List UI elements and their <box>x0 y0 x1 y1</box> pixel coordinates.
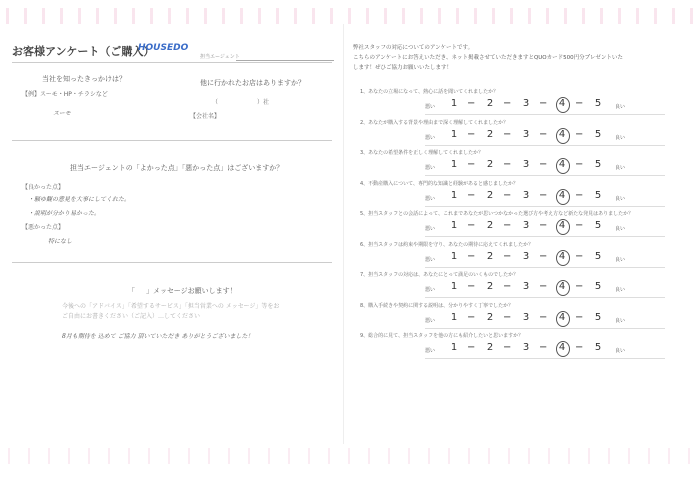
scale-option-3: 3 <box>522 128 530 140</box>
selected-rating-circle <box>556 280 570 296</box>
scale-option-2: 2 <box>486 189 494 201</box>
question-4-scale <box>425 190 665 204</box>
scale-separator: − <box>539 159 548 170</box>
selected-rating-circle <box>556 219 570 235</box>
scale-separator: − <box>467 250 476 262</box>
survey-title: お客様アンケート（ご購入） <box>12 45 155 58</box>
selected-rating-circle <box>556 128 570 144</box>
question-9-underline <box>425 358 665 359</box>
question-3-scale <box>425 159 665 173</box>
scale-bad-label: 悪い <box>425 134 436 141</box>
scale-separator: − <box>575 128 584 140</box>
scale-bad-label: 悪い <box>425 226 436 232</box>
message-hint-2: ご自由にお書きください（ご記入）…してください <box>62 313 201 320</box>
scale-bad-label: 悪い <box>425 165 436 171</box>
scale-option-3: 3 <box>522 342 530 353</box>
scale-bad-label: 悪い <box>425 104 436 110</box>
scale-bad-label: 悪い <box>425 287 436 293</box>
scale-option-4: 4 <box>558 220 566 231</box>
question-5-underline <box>425 236 665 237</box>
section-divider-1 <box>12 140 332 141</box>
question-2-underline <box>425 145 665 146</box>
message-hint-1: 今後への「アドバイス」「希望するサービス」「担当営業への メッセージ」等をお <box>62 303 280 310</box>
question-7-underline <box>425 297 665 298</box>
scale-separator: − <box>467 311 476 323</box>
page-divider <box>343 24 344 444</box>
scale-option-5: 5 <box>594 281 602 292</box>
intro-line-2: こちらのアンケートにお答えいただき、ネット掲載させていただきますとQUOカード500円分プレゼントいた <box>353 55 623 61</box>
scale-separator: − <box>503 311 512 323</box>
scale-separator: − <box>539 220 548 231</box>
scale-option-5: 5 <box>594 128 602 140</box>
scale-good-label: 良い <box>615 287 626 293</box>
company-logo: HOUSEDO <box>138 43 189 53</box>
selected-rating-circle <box>556 189 570 205</box>
selected-rating-circle <box>556 97 570 113</box>
selected-rating-circle <box>556 250 570 266</box>
scale-separator: − <box>467 220 476 231</box>
question-trigger: 当社を知ったきっかけは？ <box>42 75 126 83</box>
question-other-shops: 他に行かれたお店はありますか？ <box>200 79 305 87</box>
scale-option-2: 2 <box>486 250 494 262</box>
question-7-text: 7、担当スタッフの対応は、あなたにとって満足のいくものでしたか？ <box>360 272 519 278</box>
scale-option-1: 1 <box>450 342 458 353</box>
good-label: 【良かった点】 <box>22 184 65 191</box>
question-8-underline <box>425 328 665 329</box>
scale-good-label: 良い <box>615 104 626 110</box>
scale-separator: − <box>467 159 476 170</box>
scale-separator: − <box>575 159 584 170</box>
scale-separator: − <box>503 128 512 140</box>
scale-good-label: 良い <box>615 256 626 263</box>
scale-good-label: 良い <box>615 226 626 232</box>
scale-separator: − <box>539 98 548 109</box>
scale-option-4: 4 <box>558 281 566 292</box>
paren-open: （ <box>212 99 219 106</box>
good-answer-1: ・騒ゆ観の意見を大事にしてくれた。 <box>28 196 131 203</box>
scale-bad-label: 悪い <box>425 256 436 263</box>
scale-separator: − <box>575 189 584 201</box>
question-9-scale <box>425 342 665 356</box>
company-label: 【会社名】 <box>190 113 221 120</box>
scale-separator: − <box>503 98 512 109</box>
question-3-text: 3、あなたの希望条件を正しく理解してくれましたか？ <box>360 150 484 156</box>
message-title: 」メッセージお願いします！ <box>146 287 237 295</box>
top-decorative-band <box>0 8 700 24</box>
good-answer-2: ・説明が分かり易かった。 <box>28 210 101 217</box>
question-4-underline <box>425 206 665 207</box>
question-5-scale <box>425 220 665 234</box>
scale-separator: − <box>467 128 476 140</box>
scale-separator: − <box>575 220 584 231</box>
scale-separator: − <box>503 159 512 170</box>
scale-option-5: 5 <box>594 342 602 353</box>
bottom-decorative-band <box>0 448 700 464</box>
scale-option-3: 3 <box>522 281 530 292</box>
scale-option-3: 3 <box>522 189 530 201</box>
scale-option-5: 5 <box>594 159 602 170</box>
scale-option-1: 1 <box>450 250 458 262</box>
scale-option-1: 1 <box>450 159 458 170</box>
selected-rating-circle <box>556 311 570 327</box>
question-2-text: 2、あなたが購入する背景や理由まで深く理解してくれましたか？ <box>360 119 509 126</box>
question-4-text: 4、不動産購入について、専門的な知識と経験があると感じましたか？ <box>360 180 518 187</box>
scale-option-3: 3 <box>522 311 530 323</box>
scale-option-5: 5 <box>594 189 602 201</box>
question-6-text: 6、担当スタッフは約束や期限を守り、あなたの期待に応えてくれましたか？ <box>360 241 534 248</box>
question-6-underline <box>425 267 665 268</box>
intro-line-1: 弊社スタッフの対応についてのアンケートです。 <box>353 45 474 51</box>
scale-good-label: 良い <box>615 134 626 141</box>
scale-option-3: 3 <box>522 220 530 231</box>
scale-separator: − <box>575 281 584 292</box>
scale-option-1: 1 <box>450 189 458 201</box>
scale-separator: − <box>539 281 548 292</box>
scale-bad-label: 悪い <box>425 317 436 324</box>
scale-option-5: 5 <box>594 250 602 262</box>
scale-good-label: 良い <box>615 195 626 202</box>
scale-option-4: 4 <box>558 128 566 140</box>
scale-option-1: 1 <box>450 281 458 292</box>
scale-separator: − <box>575 342 584 353</box>
scale-good-label: 良い <box>615 317 626 324</box>
scale-separator: − <box>503 250 512 262</box>
scale-separator: − <box>575 311 584 323</box>
scale-option-2: 2 <box>486 128 494 140</box>
intro-line-3: します！ぜひご協力お願いいたします！ <box>353 65 453 71</box>
question-9-text: 9、総合的に見て、担当スタッフを他の方にも紹介したいと思いますか？ <box>360 333 524 339</box>
scale-option-2: 2 <box>486 159 494 170</box>
scale-separator: − <box>539 189 548 201</box>
scale-option-4: 4 <box>558 189 566 201</box>
scale-option-4: 4 <box>558 311 566 323</box>
trigger-options: 【例】スーモ・HP・チラシなど <box>22 91 108 98</box>
question-7-scale <box>425 281 665 295</box>
scale-separator: − <box>467 342 476 353</box>
scale-good-label: 良い <box>615 348 626 354</box>
paren-close: ）社 <box>257 99 270 106</box>
question-1-text: 1、あなたの立場になって、熱心に話を聞いてくれましたか？ <box>360 89 499 95</box>
scale-separator: − <box>503 342 512 353</box>
question-1-scale <box>425 98 665 112</box>
scale-option-5: 5 <box>594 220 602 231</box>
scale-separator: − <box>467 281 476 292</box>
question-5-text: 5、担当スタッフとの会話によって、これまであなたが思いつかなかった選び方や考え方など新たな発見はありましたか？ <box>360 211 634 217</box>
message-answer: 8月も期待を 込めて ご協力 頂いていただき ありがとうございました！ <box>62 333 254 340</box>
scale-option-1: 1 <box>450 311 458 323</box>
title-underline <box>12 62 332 63</box>
scale-bad-label: 悪い <box>425 195 436 202</box>
scale-separator: − <box>539 250 548 262</box>
staff-name-line <box>236 60 334 61</box>
staff-label: 担当エージェント <box>200 54 240 60</box>
scale-separator: − <box>503 281 512 292</box>
question-8-scale <box>425 312 665 326</box>
scale-option-2: 2 <box>486 342 494 353</box>
question-1-underline <box>425 114 665 115</box>
question-8-text: 8、購入手続きや契約に関する説明は、分かりやすく丁寧でしたか？ <box>360 302 514 309</box>
scale-option-1: 1 <box>450 98 458 109</box>
scale-separator: − <box>539 311 548 323</box>
scale-option-3: 3 <box>522 98 530 109</box>
scale-option-2: 2 <box>486 220 494 231</box>
bad-label: 【悪かった点】 <box>22 224 65 231</box>
scale-option-4: 4 <box>558 342 566 353</box>
scale-bad-label: 悪い <box>425 348 436 354</box>
scale-option-2: 2 <box>486 98 494 109</box>
section-divider-2 <box>12 262 332 263</box>
scale-option-3: 3 <box>522 159 530 170</box>
scale-option-1: 1 <box>450 128 458 140</box>
scale-option-5: 5 <box>594 311 602 323</box>
scale-separator: − <box>539 342 548 353</box>
question-6-scale <box>425 251 665 265</box>
question-3-underline <box>425 175 665 176</box>
trigger-answer: スーモ <box>53 110 71 117</box>
scale-separator: − <box>539 128 548 140</box>
scale-option-2: 2 <box>486 311 494 323</box>
scale-separator: − <box>503 220 512 231</box>
scale-good-label: 良い <box>615 165 626 171</box>
scale-option-4: 4 <box>558 98 566 109</box>
question-2-scale <box>425 129 665 143</box>
scale-option-4: 4 <box>558 159 566 170</box>
selected-rating-circle <box>556 341 570 357</box>
scale-separator: − <box>503 189 512 201</box>
scale-option-1: 1 <box>450 220 458 231</box>
scale-separator: − <box>575 250 584 262</box>
selected-rating-circle <box>556 158 570 174</box>
scale-option-4: 4 <box>558 250 566 262</box>
question-good-bad: 担当エージェントの「よかった点」「悪かった点」はございますか？ <box>70 164 284 172</box>
scale-separator: − <box>467 98 476 109</box>
scale-option-3: 3 <box>522 250 530 262</box>
scale-separator: − <box>575 98 584 109</box>
scale-option-2: 2 <box>486 281 494 292</box>
message-bracket: 「 <box>128 287 135 295</box>
bad-answer: 特になし <box>48 238 73 245</box>
scale-option-5: 5 <box>594 98 602 109</box>
scale-separator: − <box>467 189 476 201</box>
